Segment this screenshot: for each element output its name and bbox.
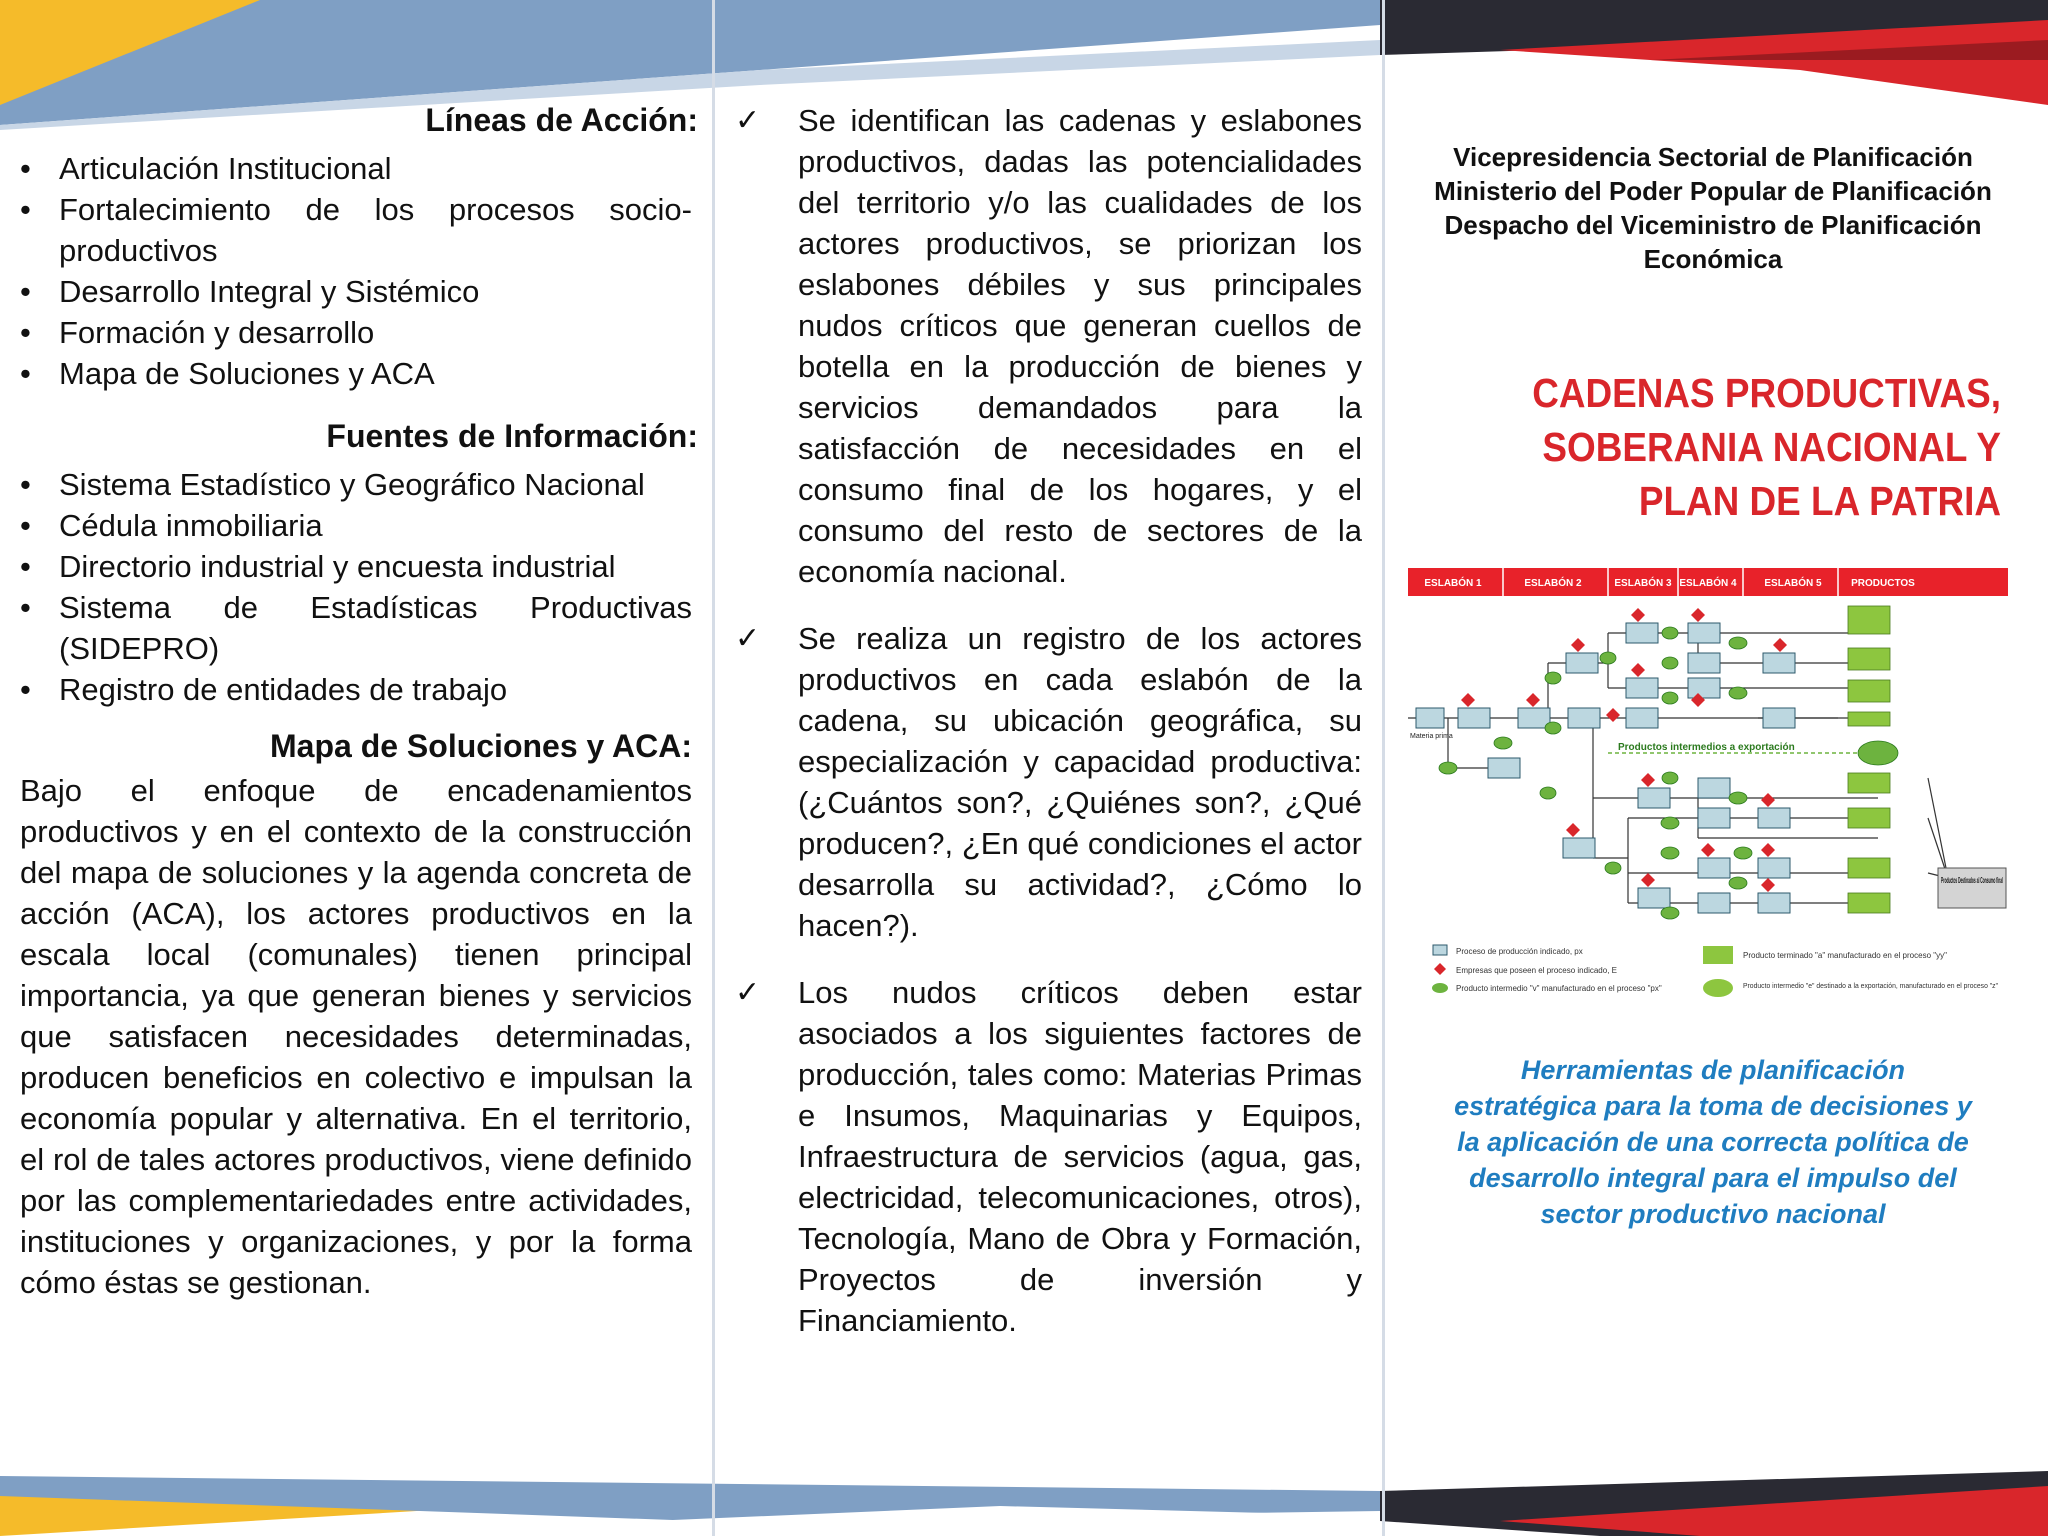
checkmark-icon: ✓ [735,622,761,655]
institution-line: Económica [1643,244,1783,274]
check-item [730,100,1362,592]
list-item: • Directorio industrial y encuesta industrial [20,546,692,587]
check-list [730,100,1362,1341]
check-item-text: Se identifican las cadenas y eslabones productivos, dadas las potencialidades del territorio y/o las cualidades de los actores productivos, se priorizan los eslabones débiles y sus principales nudos críticos que generan cuellos de botella en la producción de bienes y servicios demandados para la satisfacción de necesidades en el consumo final de los hogares, y el consumo del resto de sectores de la economía nacional. [798,103,1362,589]
diagram-header: ESLABÓN 1 [1424,578,1482,589]
check-item-text: Los nudos críticos deben estar asociados a los siguientes factores de producción, tales como: Materias Primas e Insumos, Maquinarias y Equipos, Infraestructura de servicios (agua, gas, electricidad, telecomunicaciones, otros), Tecnología, Mano de Obra y Formación, Proyectos de inversión y Financiamiento. [798,975,1362,1338]
diagram-header: PRODUCTOS [1851,578,1915,589]
subtitle-line: desarrollo integral para el impulso del [1469,1163,1957,1193]
title-line: SOBERANIA NACIONAL Y [1542,424,2001,470]
check-item [730,972,1362,1341]
list-item: • Fortalecimiento de los procesos socio-productivos [20,189,692,271]
checkmark-icon: ✓ [735,104,761,137]
left-panel [20,100,698,1303]
fold-line-2 [1382,0,1385,1536]
right-panel [1398,140,2028,1232]
brochure-subtitle [1398,1052,2028,1232]
flow-label: Productos intermedios a exportación [1618,742,1795,753]
diagram-header: ESLABÓN 3 [1614,578,1672,589]
list-item: • Mapa de Soluciones y ACA [20,353,692,394]
legend-item: Producto intermedio "e" destinado a la exportación, manufacturado en el proceso "z" [1743,983,1999,990]
fuentes-heading: Fuentes de Información: [326,418,698,454]
subtitle-line: la aplicación de una correcta política de [1457,1127,1969,1157]
bottom-decorative-band [0,1466,2048,1536]
title-line: PLAN DE LA PATRIA [1638,478,2001,524]
list-item: • Sistema de Estadísticas Productivas (SIDEPRO) [20,587,692,669]
list-item: • Desarrollo Integral y Sistémico [20,271,692,312]
diagram-svg [1408,568,2008,1018]
institution-line: Despacho del Viceministro de Planificación [1444,210,1982,240]
institution-line: Ministerio del Poder Popular de Planificación [1434,176,1992,206]
final-box-label: Productos Destinados al Consumo final [1941,876,2003,885]
list-item: • Sistema Estadístico y Geográfico Nacional [20,464,692,505]
mapa-heading: Mapa de Soluciones y ACA: [270,728,692,764]
brochure-title [1461,366,2028,528]
subtitle-line: estratégica para la toma de decisiones y [1454,1091,1972,1121]
list-item: • Registro de entidades de trabajo [20,669,692,710]
diagram-header: ESLABÓN 4 [1679,578,1737,589]
subtitle-line: Herramientas de planificación [1520,1055,1906,1085]
institution-line: Vicepresidencia Sectorial de Planificación [1453,142,1973,172]
fuentes-list [20,464,692,710]
fold-line-1 [712,0,715,1536]
title-line: CADENAS PRODUCTIVAS, [1532,370,2001,416]
check-item-text: Se realiza un registro de los actores productivos en cada eslabón de la cadena, su ubicación geográfica, su especialización y capacidad productiva: (¿Cuántos son?, ¿Quiénes son?, ¿Qué producen?, ¿En qué condiciones el actor desarrolla su actividad?, ¿Cómo lo hacen?). [798,621,1362,943]
list-item: • Formación y desarrollo [20,312,692,353]
diagram-header: ESLABÓN 2 [1524,578,1582,589]
lineas-list [20,148,692,394]
production-chain-diagram [1408,568,2008,1018]
legend-item: Producto terminado "a" manufacturado en el proceso "yy" [1743,951,1947,960]
middle-panel [730,100,1362,1367]
institution-block [1398,140,2028,276]
mapa-paragraph: Bajo el enfoque de encadenamientos productivos y en el contexto de la construcción del mapa de soluciones y la agenda concreta de acción (ACA), los actores productivos en la escala local (comunales) tienen principal importancia, ya que generan bienes y servicios que satisfacen necesidades determinadas, producen beneficios en colectivo e impulsan la economía popular y alternativa. En el territorio, el rol de tales actores productivos, viene definido por las complementariedades entre actividades, instituciones y organizaciones, y por la forma cómo éstas se gestionan. [20,773,692,1300]
materia-prima-label: Materia prima [1410,733,1453,740]
list-item: • Articulación Institucional [20,148,692,189]
final-consumption-box [1938,868,2006,908]
subtitle-line: sector productivo nacional [1540,1199,1886,1229]
list-item: • Cédula inmobiliaria [20,505,692,546]
checkmark-icon: ✓ [735,976,761,1009]
diagram-legend [1432,945,1999,997]
lineas-heading: Líneas de Acción: [425,102,698,138]
diagram-header: ESLABÓN 5 [1764,578,1822,589]
check-item [730,618,1362,946]
legend-item: Producto intermedio "v" manufacturado en el proceso "px" [1456,984,1662,993]
legend-item: Proceso de producción indicado, px [1456,947,1583,956]
legend-item: Empresas que poseen el proceso indicado, E [1456,966,1617,975]
